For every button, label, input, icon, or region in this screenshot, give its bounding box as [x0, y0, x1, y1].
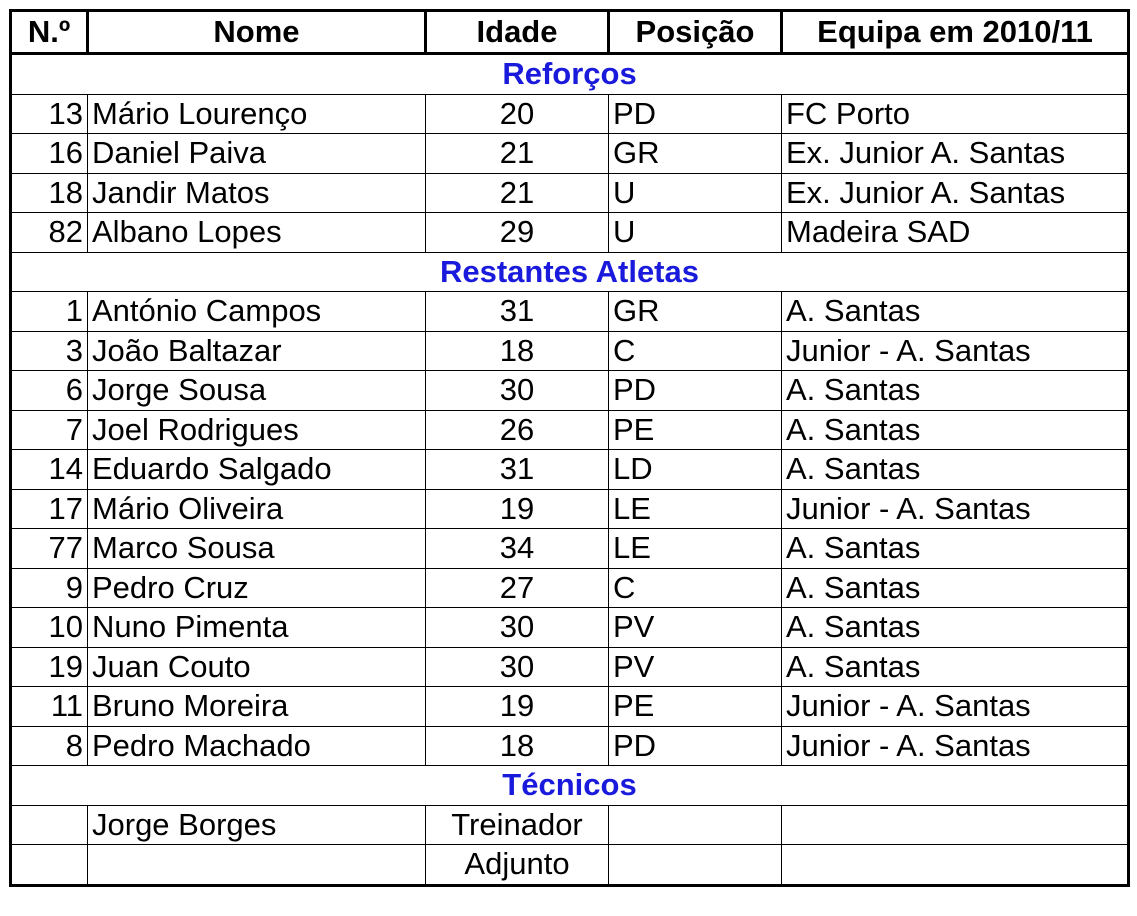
cell-name — [88, 845, 426, 886]
cell-number — [11, 805, 88, 845]
cell-name: António Campos — [88, 292, 426, 332]
table-row — [11, 331, 1129, 371]
cell-position: PV — [609, 608, 782, 648]
cell-name: Juan Couto — [88, 647, 426, 687]
cell-position: C — [609, 331, 782, 371]
cell-team: A. Santas — [782, 292, 1129, 332]
cell-age: 21 — [426, 134, 609, 174]
cell-name: Jandir Matos — [88, 173, 426, 213]
cell-age: Adjunto — [426, 845, 609, 886]
cell-name: Albano Lopes — [88, 213, 426, 253]
header-num: N.º — [11, 11, 88, 54]
cell-age: 31 — [426, 292, 609, 332]
cell-number — [11, 845, 88, 886]
cell-position: C — [609, 568, 782, 608]
cell-team: A. Santas — [782, 371, 1129, 411]
roster-body — [11, 54, 1129, 886]
cell-team: A. Santas — [782, 410, 1129, 450]
cell-position: PE — [609, 687, 782, 727]
cell-position: PD — [609, 726, 782, 766]
cell-number: 17 — [11, 489, 88, 529]
cell-age: 30 — [426, 647, 609, 687]
cell-team: A. Santas — [782, 568, 1129, 608]
cell-team — [782, 805, 1129, 845]
header-team: Equipa em 2010/11 — [782, 11, 1129, 54]
section-row-remaining — [11, 252, 1129, 292]
cell-position — [609, 845, 782, 886]
cell-age: 30 — [426, 371, 609, 411]
cell-team: A. Santas — [782, 608, 1129, 648]
cell-name: Jorge Sousa — [88, 371, 426, 411]
cell-team: Ex. Junior A. Santas — [782, 134, 1129, 174]
cell-number: 82 — [11, 213, 88, 253]
cell-position: PD — [609, 371, 782, 411]
cell-position: PD — [609, 94, 782, 134]
table-row — [11, 529, 1129, 569]
cell-age: 21 — [426, 173, 609, 213]
table-row — [11, 94, 1129, 134]
cell-team: Madeira SAD — [782, 213, 1129, 253]
cell-number: 11 — [11, 687, 88, 727]
table-row — [11, 608, 1129, 648]
cell-number: 9 — [11, 568, 88, 608]
cell-number: 19 — [11, 647, 88, 687]
cell-team: Junior - A. Santas — [782, 489, 1129, 529]
cell-name: Mário Lourenço — [88, 94, 426, 134]
cell-number: 10 — [11, 608, 88, 648]
cell-position: LE — [609, 529, 782, 569]
cell-name: Jorge Borges — [88, 805, 426, 845]
section-row-reinforcements — [11, 54, 1129, 95]
cell-number: 16 — [11, 134, 88, 174]
table-row — [11, 687, 1129, 727]
cell-age: 18 — [426, 726, 609, 766]
table-row — [11, 845, 1129, 886]
cell-age: 18 — [426, 331, 609, 371]
cell-team: FC Porto — [782, 94, 1129, 134]
cell-age: 30 — [426, 608, 609, 648]
table-row — [11, 726, 1129, 766]
cell-age: 26 — [426, 410, 609, 450]
cell-team: Junior - A. Santas — [782, 726, 1129, 766]
cell-position: LD — [609, 450, 782, 490]
cell-team: Junior - A. Santas — [782, 331, 1129, 371]
cell-age: 19 — [426, 687, 609, 727]
table-row — [11, 489, 1129, 529]
cell-team: Ex. Junior A. Santas — [782, 173, 1129, 213]
section-title-reinforcements: Reforços — [11, 54, 1129, 95]
cell-name: Nuno Pimenta — [88, 608, 426, 648]
table-row — [11, 292, 1129, 332]
cell-position: PE — [609, 410, 782, 450]
cell-position: GR — [609, 134, 782, 174]
cell-number: 8 — [11, 726, 88, 766]
cell-name: Daniel Paiva — [88, 134, 426, 174]
header-row — [11, 11, 1129, 54]
cell-number: 18 — [11, 173, 88, 213]
cell-number: 14 — [11, 450, 88, 490]
table-row — [11, 568, 1129, 608]
cell-name: João Baltazar — [88, 331, 426, 371]
cell-number: 77 — [11, 529, 88, 569]
cell-number: 1 — [11, 292, 88, 332]
cell-position — [609, 805, 782, 845]
cell-name: Pedro Machado — [88, 726, 426, 766]
header-position: Posição — [609, 11, 782, 54]
cell-age: 34 — [426, 529, 609, 569]
cell-number: 7 — [11, 410, 88, 450]
table-row — [11, 371, 1129, 411]
header-name: Nome — [88, 11, 426, 54]
cell-name: Mário Oliveira — [88, 489, 426, 529]
cell-position: LE — [609, 489, 782, 529]
header-age: Idade — [426, 11, 609, 54]
cell-name: Pedro Cruz — [88, 568, 426, 608]
cell-age: 27 — [426, 568, 609, 608]
cell-number: 13 — [11, 94, 88, 134]
cell-age: 29 — [426, 213, 609, 253]
cell-position: GR — [609, 292, 782, 332]
cell-name: Eduardo Salgado — [88, 450, 426, 490]
cell-position: U — [609, 213, 782, 253]
section-row-coaches — [11, 766, 1129, 806]
cell-age: 20 — [426, 94, 609, 134]
table-row — [11, 213, 1129, 253]
section-title-remaining: Restantes Atletas — [11, 252, 1129, 292]
section-title-coaches: Técnicos — [11, 766, 1129, 806]
table-row — [11, 134, 1129, 174]
cell-age: 31 — [426, 450, 609, 490]
cell-age: Treinador — [426, 805, 609, 845]
table-row — [11, 805, 1129, 845]
cell-team: Junior - A. Santas — [782, 687, 1129, 727]
table-row — [11, 173, 1129, 213]
cell-name: Bruno Moreira — [88, 687, 426, 727]
cell-name: Marco Sousa — [88, 529, 426, 569]
cell-team — [782, 845, 1129, 886]
roster-table — [9, 9, 1130, 887]
cell-team: A. Santas — [782, 450, 1129, 490]
cell-position: U — [609, 173, 782, 213]
table-row — [11, 450, 1129, 490]
table-row — [11, 647, 1129, 687]
cell-name: Joel Rodrigues — [88, 410, 426, 450]
cell-number: 6 — [11, 371, 88, 411]
cell-age: 19 — [426, 489, 609, 529]
cell-team: A. Santas — [782, 647, 1129, 687]
cell-position: PV — [609, 647, 782, 687]
table-row — [11, 410, 1129, 450]
cell-number: 3 — [11, 331, 88, 371]
cell-team: A. Santas — [782, 529, 1129, 569]
